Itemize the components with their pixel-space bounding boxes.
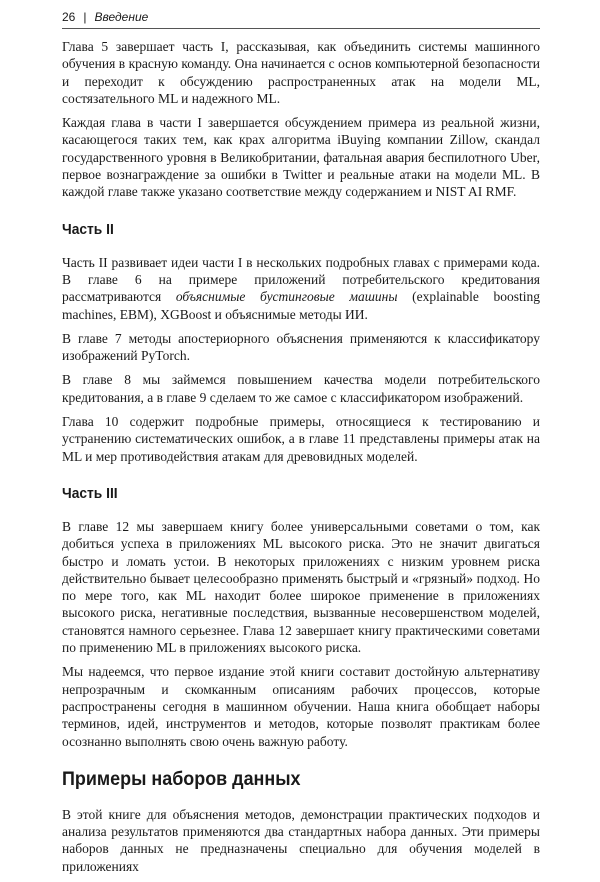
paragraph-chapter-8-9: В главе 8 мы займемся повышением качества модели потребительского кредитования, а в главе 9 сделаем то же самое с классификатором изображений. xyxy=(62,372,540,405)
chapter-6-text-a: Часть II развивает идеи части I в нескольких подробных главах с примерами кода. В главе 6 на примере приложений потребительского кредитования рассматриваются xyxy=(62,254,540,305)
paragraph-chapter-10-11: Глава 10 содержит подробные примеры, относящиеся к тестированию и устранению систематических ошибок, а в главе 11 представлены примеры атак на ML и мер противодействия атакам для древовидных моделей. xyxy=(62,414,540,464)
header-separator: | xyxy=(83,10,87,24)
page-number: 26 xyxy=(62,10,76,24)
heading-part-3: Часть III xyxy=(62,484,118,502)
paragraph-case-studies: Каждая глава в части I завершается обсуждением примера из реальной жизни, касающегося таких тем, как крах алгоритма iBuying компании Zillow, скандал государственного уровня в Великобритании, фатальная авария беспилотного Uber, первое вознаграждение за ошибки в Twitter и реальные атаки на модели ML. В каждой главе также указано соответствие между содержанием и NIST AI RMF. xyxy=(62,115,540,200)
paragraph-datasets: В этой книге для объяснения методов, демонстрации практических подходов и анализа результатов применяются два стандартных набора данных. Эти примеры наборов данных не предназначены специально для обучения моделей в приложениях xyxy=(62,806,540,874)
page-body xyxy=(62,38,540,882)
paragraph-chapter-6 xyxy=(62,254,540,323)
heading-datasets: Примеры наборов данных xyxy=(62,767,301,790)
chapter-6-text-b: (explainable boosting machines, EBM), XGBoost и объяснимые методы ИИ. xyxy=(62,289,540,322)
running-header xyxy=(62,9,540,29)
paragraph-chapter-12: В главе 12 мы завершаем книгу более универсальными советами о том, как добиться успеха в приложениях ML высокого риска. Это не значит двигаться быстро и ломать устои. В некоторых приложениях с низким уровнем риска действительно бывает целесообразно применять быстрый и «грязный» подход. Но по мере того, как ML находит более широкое применение в приложениях высокого риска, негативные последствия, вызванные несовершенством моделей, становятся намного серьезнее. Глава 12 завершает книгу практическими советами по применению ML в приложениях высокого риска. xyxy=(62,518,540,656)
heading-part-2: Часть II xyxy=(62,220,114,238)
paragraph-book-hope: Мы надеемся, что первое издание этой книги составит достойную альтернативу непрозрачным и скомканным описаниям рабочих процессов, которые распространены сегодня в машинном обучении. Наша книга обобщает наборы терминов, идей, инструментов и методов, которые позволят практикам более осознанно выполнять свою очень важную работу. xyxy=(62,664,540,749)
term-ebm: объяснимые бустинговые машины xyxy=(175,289,398,305)
paragraph-chapter-5: Глава 5 завершает часть I, рассказывая, как объединить системы машинного обучения в красную команду. Она начинается с основ компьютерной безопасности и переходит к обсуждению распространенных атак на модели ML, состязательного ML и надежного ML. xyxy=(62,39,540,106)
running-title: Введение xyxy=(94,10,149,24)
paragraph-chapter-7: В главе 7 методы апостериорного объяснения применяются к классификатору изображений PyTorch. xyxy=(62,330,540,364)
